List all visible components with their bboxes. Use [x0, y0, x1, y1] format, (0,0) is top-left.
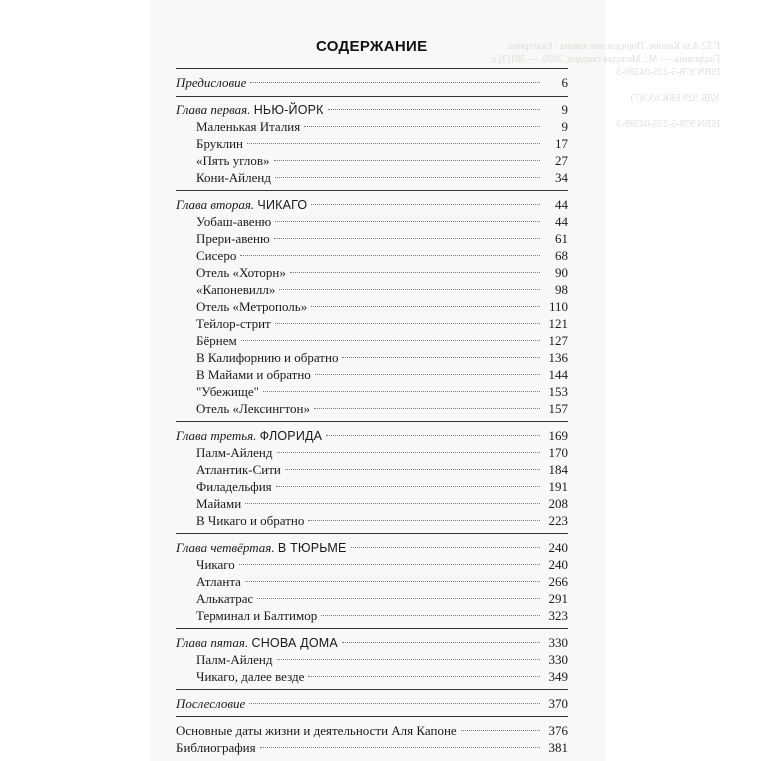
- page-number: 240: [548, 540, 568, 555]
- toc-entry-label: [196, 590, 253, 607]
- page-number: 127: [548, 333, 568, 348]
- toc-subentry: [176, 668, 568, 685]
- section-title: Отель «Хоторн»: [196, 265, 286, 280]
- page-number: 44: [555, 197, 568, 212]
- chapter-prefix: Предисловие: [176, 75, 247, 90]
- section-title: Тейлор-стрит: [196, 316, 271, 331]
- dot-leader: [321, 615, 540, 616]
- toc-subentry: [176, 478, 568, 495]
- toc-subentry: [176, 230, 568, 247]
- section-title: Отель «Лексингтон»: [196, 401, 310, 416]
- toc-entry-label: [176, 695, 245, 712]
- toc-entry: [176, 695, 568, 712]
- toc-entry-label: [196, 651, 273, 668]
- contents-title: СОДЕРЖАНИЕ: [316, 38, 428, 55]
- dot-leader: [342, 357, 540, 358]
- toc-entry-label: [196, 478, 272, 495]
- toc-entry-label: [196, 264, 286, 281]
- section-title: Чикаго, далее везде: [196, 669, 305, 684]
- toc-subentry: [176, 152, 568, 169]
- page-number: 330: [548, 635, 568, 650]
- page-number: 169: [548, 428, 568, 443]
- chapter-title: ЧИКАГО: [257, 198, 308, 212]
- toc-entry-label: [196, 281, 275, 298]
- toc-entry-label: [196, 152, 270, 169]
- dot-leader: [328, 109, 540, 110]
- toc-entry-label: [196, 315, 271, 332]
- section-rule: [176, 628, 568, 629]
- page-number: 153: [548, 384, 568, 399]
- chapter-prefix: Глава первая.: [176, 102, 251, 117]
- section-rule: [176, 716, 568, 717]
- toc-subentry: [176, 247, 568, 264]
- toc-entry-label: [196, 607, 317, 624]
- toc-subentry: [176, 573, 568, 590]
- toc-entry-label: [196, 247, 236, 264]
- toc-subentry: [176, 349, 568, 366]
- chapter-prefix: Послесловие: [176, 696, 246, 711]
- dot-leader: [314, 408, 540, 409]
- page-number: 27: [555, 153, 568, 168]
- toc-entry-label: [196, 298, 307, 315]
- toc-subentry: [176, 444, 568, 461]
- dot-leader: [257, 598, 540, 599]
- toc-entry: [176, 634, 568, 651]
- section-title: Основные даты жизни и деятельности Аля Капоне: [176, 723, 457, 738]
- dot-leader: [326, 435, 540, 436]
- toc-entry-label: [196, 332, 237, 349]
- toc-entry: [176, 722, 568, 739]
- section-title: Палм-Айленд: [196, 652, 273, 667]
- section-title: Кони-Айленд: [196, 170, 271, 185]
- dot-leader: [277, 659, 541, 660]
- dot-leader: [285, 469, 540, 470]
- toc-subentry: [176, 556, 568, 573]
- toc-subentry: [176, 590, 568, 607]
- section-rule: [176, 689, 568, 690]
- section-title: «Пять углов»: [196, 153, 270, 168]
- toc-entry-label: [196, 668, 304, 685]
- toc-entry-label: [196, 169, 271, 186]
- page-number: 208: [548, 496, 568, 511]
- page-number: 34: [555, 170, 568, 185]
- section-title: Прери-авеню: [196, 231, 270, 246]
- toc-entry-label: [196, 213, 271, 230]
- dot-leader: [461, 730, 540, 731]
- dot-leader: [245, 581, 540, 582]
- section-title: Атлантик-Сити: [196, 462, 281, 477]
- page-number: 191: [548, 479, 568, 494]
- section-rule: [176, 421, 568, 422]
- page-number: 144: [548, 367, 568, 382]
- page-number: 9: [561, 102, 568, 117]
- toc-entry: [176, 539, 568, 556]
- page-number: 90: [555, 265, 568, 280]
- dot-leader: [351, 547, 540, 548]
- toc-subentry: [176, 169, 568, 186]
- reverse-side-bleed: Г 52 Аль Капоне. Порядок вне закона / Екатерина Гладилина. — М.: Молодая гвардия, 2020. — 381[3] с. ISBN 978-5-235-04389-3 УДК 929 ББК 63.3(7) ISBN 978-5-235-04389-3: [489, 41, 720, 130]
- dot-leader: [247, 143, 540, 144]
- section-title: «Капоневилл»: [196, 282, 276, 297]
- dot-leader: [290, 272, 540, 273]
- dot-leader: [311, 204, 540, 205]
- page-number: 266: [548, 574, 568, 589]
- section-title: Филадельфия: [196, 479, 272, 494]
- toc-entry-label: [176, 722, 457, 739]
- dot-leader: [304, 126, 540, 127]
- dot-leader: [277, 452, 541, 453]
- toc-entry-label: [196, 573, 241, 590]
- page-number: 110: [548, 299, 568, 314]
- page-number: 98: [555, 282, 568, 297]
- toc-entry: [176, 427, 568, 444]
- chapter-prefix: Глава вторая.: [176, 197, 255, 212]
- toc-entry-label: [176, 196, 307, 214]
- toc-entry-label: [196, 400, 310, 417]
- section-title: В Чикаго и обратно: [196, 513, 305, 528]
- section-title: "Убежище": [196, 384, 259, 399]
- section-rule: [176, 190, 568, 191]
- section-title: Терминал и Балтимор: [196, 608, 318, 623]
- toc-entry-label: [196, 495, 241, 512]
- toc-entry: [176, 101, 568, 118]
- chapter-prefix: Глава третья.: [176, 428, 257, 443]
- toc-entry-label: [196, 461, 281, 478]
- dot-leader: [275, 177, 540, 178]
- dot-leader: [275, 323, 540, 324]
- page-number: 121: [548, 316, 568, 331]
- page-number: 240: [548, 557, 568, 572]
- section-title: В Майами и обратно: [196, 367, 311, 382]
- toc-subentry: [176, 264, 568, 281]
- section-rule: [176, 533, 568, 534]
- page-number: 68: [555, 248, 568, 263]
- chapter-prefix: Глава четвёртая.: [176, 540, 275, 555]
- toc-subentry: [176, 298, 568, 315]
- chapter-title: НЬЮ-ЙОРК: [253, 103, 324, 117]
- section-title: Отель «Метрополь»: [196, 299, 308, 314]
- toc-subentry: [176, 118, 568, 135]
- section-title: Алькатрас: [196, 591, 254, 606]
- page-number: 136: [548, 350, 568, 365]
- dot-leader: [279, 289, 540, 290]
- dot-leader: [308, 520, 540, 521]
- page-number: 370: [548, 696, 568, 711]
- toc-entry-label: [176, 539, 347, 557]
- dot-leader: [260, 747, 540, 748]
- toc-entry-label: [176, 101, 324, 119]
- chapter-title: ФЛОРИДА: [259, 429, 323, 443]
- dot-leader: [274, 238, 540, 239]
- dot-leader: [274, 160, 540, 161]
- page-number: 6: [561, 75, 568, 90]
- page-number: 330: [548, 652, 568, 667]
- toc-entry-label: [196, 230, 270, 247]
- dot-leader: [311, 306, 540, 307]
- toc-entry-label: [196, 444, 273, 461]
- section-rule: [176, 68, 568, 69]
- toc-entry-label: [176, 427, 322, 445]
- section-title: В Калифорнию и обратно: [196, 350, 339, 365]
- toc-entry-label: [176, 634, 338, 652]
- page-number: 376: [548, 723, 568, 738]
- dot-leader: [315, 374, 540, 375]
- section-title: Маленькая Италия: [196, 119, 301, 134]
- toc-subentry: [176, 383, 568, 400]
- toc-entry-label: [196, 349, 338, 366]
- toc-entry-label: [196, 512, 304, 529]
- dot-leader: [241, 340, 540, 341]
- toc-entry-label: [196, 556, 235, 573]
- section-title: Палм-Айленд: [196, 445, 273, 460]
- page-number: 170: [548, 445, 568, 460]
- dot-leader: [342, 642, 540, 643]
- section-title: Атланта: [196, 574, 241, 589]
- section-title: Бруклин: [196, 136, 244, 151]
- section-title: Майами: [196, 496, 242, 511]
- page-number: 291: [548, 591, 568, 606]
- toc-entry-label: [196, 118, 300, 135]
- toc-subentry: [176, 366, 568, 383]
- dot-leader: [263, 391, 540, 392]
- page-number: 157: [548, 401, 568, 416]
- section-title: Чикаго: [196, 557, 235, 572]
- toc-subentry: [176, 607, 568, 624]
- page-number: 223: [548, 513, 568, 528]
- page-number: 323: [548, 608, 568, 623]
- toc-entry-label: [196, 383, 259, 400]
- dot-leader: [276, 486, 540, 487]
- toc-entry-label: [176, 74, 246, 91]
- page-number: 381: [548, 740, 568, 755]
- toc-entry-label: [176, 739, 256, 756]
- page-number: 44: [555, 214, 568, 229]
- chapter-prefix: Глава пятая.: [176, 635, 249, 650]
- toc-subentry: [176, 461, 568, 478]
- toc-subentry: [176, 135, 568, 152]
- toc-subentry: [176, 332, 568, 349]
- toc-entry: [176, 739, 568, 756]
- toc-subentry: [176, 213, 568, 230]
- section-title: Бёрнем: [196, 333, 237, 348]
- toc-subentry: [176, 281, 568, 298]
- chapter-title: В ТЮРЬМЕ: [277, 541, 347, 555]
- page-number: 61: [555, 231, 568, 246]
- page-number: 349: [548, 669, 568, 684]
- toc-entry-label: [196, 366, 311, 383]
- toc-entry: [176, 196, 568, 213]
- section-rule: [176, 96, 568, 97]
- section-title: Библиография: [176, 740, 256, 755]
- dot-leader: [275, 221, 540, 222]
- dot-leader: [250, 82, 540, 83]
- dot-leader: [245, 503, 540, 504]
- dot-leader: [239, 564, 540, 565]
- toc-subentry: [176, 512, 568, 529]
- chapter-title: СНОВА ДОМА: [251, 636, 338, 650]
- page-number: 9: [561, 119, 568, 134]
- section-title: Сисеро: [196, 248, 237, 263]
- toc-entry: [176, 74, 568, 91]
- dot-leader: [308, 676, 540, 677]
- dot-leader: [249, 703, 540, 704]
- toc-entry-label: [196, 135, 243, 152]
- section-title: Уобаш-авеню: [196, 214, 272, 229]
- toc-subentry: [176, 315, 568, 332]
- toc-subentry: [176, 651, 568, 668]
- page-number: 17: [555, 136, 568, 151]
- toc-subentry: [176, 495, 568, 512]
- page-number: 184: [548, 462, 568, 477]
- toc-subentry: [176, 400, 568, 417]
- dot-leader: [240, 255, 540, 256]
